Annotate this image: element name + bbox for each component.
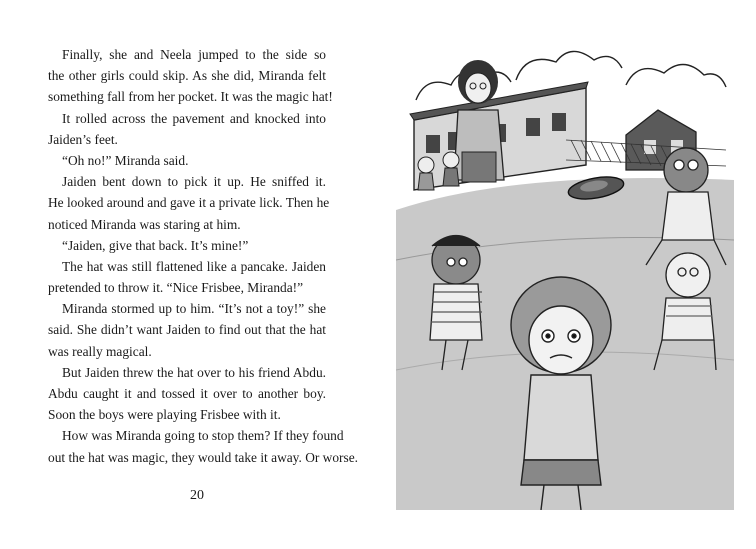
text-line: Jaiden’s feet.	[48, 131, 118, 147]
page-number: 20	[190, 488, 204, 503]
text-line: But Jaiden threw the hat over to his friend Abdu.	[62, 364, 326, 380]
text-line: was really magical.	[48, 343, 152, 359]
text-line: Jaiden bent down to pick it up. He sniffed it.	[62, 174, 326, 190]
text-line: The hat was still flattened like a pancake. Jaiden	[62, 258, 326, 274]
text-line: “Oh no!” Miranda said.	[62, 152, 189, 168]
text-line: said. She didn’t want Jaiden to find out that the hat	[48, 322, 326, 338]
playground-illustration	[396, 40, 734, 510]
text-line: pretended to throw it. “Nice Frisbee, Miranda!”	[48, 280, 304, 296]
text-line: Soon the boys were playing Frisbee with it.	[48, 407, 281, 423]
text-line: How was Miranda going to stop them? If they found	[62, 428, 344, 444]
text-line: “Jaiden, give that back. It’s mine!”	[62, 237, 249, 253]
teacher-figure	[454, 60, 504, 182]
text-line: Abdu caught it and tossed it over to another boy.	[48, 386, 326, 401]
text-line: out the hat was magic, they would take it away. Or worse.	[48, 449, 359, 465]
text-line: Finally, she and Neela jumped to the side so	[62, 47, 326, 62]
text-line: something fall from her pocket. It was the magic hat!	[48, 89, 333, 105]
story-text	[48, 44, 359, 468]
text-line: It rolled across the pavement and knocked into	[62, 110, 326, 126]
text-line: noticed Miranda was staring at him.	[48, 216, 241, 232]
text-line: the other girls could skip. As she did, Miranda felt	[48, 68, 326, 84]
text-line: He looked around and gave it a private lick. Then he	[48, 195, 330, 211]
text-line: Miranda stormed up to him. “It’s not a toy!” she	[62, 301, 326, 317]
